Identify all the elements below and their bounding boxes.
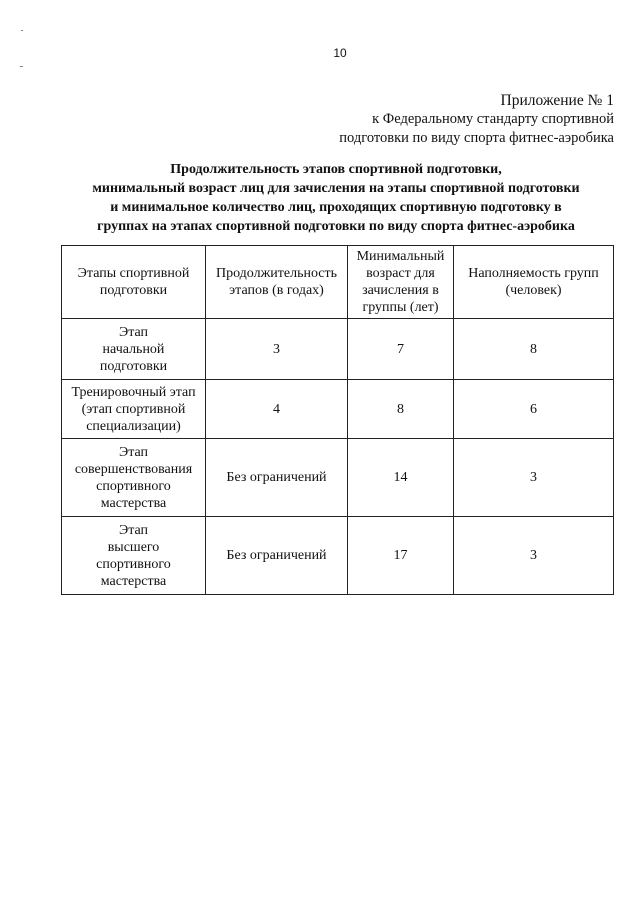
stage-text: спортивного [96, 556, 171, 572]
header-duration [206, 246, 348, 319]
header-text: зачисления в [362, 283, 439, 298]
title-line-3: и минимальное количество лиц, проходящих спортивную подготовку в [110, 200, 562, 215]
group-size-cell: 6 [454, 380, 614, 439]
table-row [62, 439, 614, 517]
table-header-row [62, 246, 614, 319]
scan-speck [21, 30, 23, 31]
stage-text: мастерства [100, 573, 167, 589]
scan-speck [20, 66, 23, 67]
header-text: Этапы спортивной [77, 266, 190, 281]
stage-cell [62, 439, 206, 517]
header-text: Минимальный [356, 249, 445, 264]
header-text: Продолжительность [215, 266, 338, 281]
header-stages [62, 246, 206, 319]
duration-cell: Без ограничений [206, 517, 348, 595]
table-row [62, 517, 614, 595]
header-min-age [348, 246, 454, 319]
title-line-2: минимальный возраст лиц для зачисления на этапы спортивной подготовки [92, 181, 580, 196]
stage-text: Тренировочный этап [71, 384, 196, 400]
table-row [62, 319, 614, 380]
group-size-cell: 3 [454, 517, 614, 595]
min-age-cell: 14 [348, 439, 454, 517]
stage-text: мастерства [100, 495, 167, 511]
document-title [56, 160, 616, 236]
min-age-cell: 8 [348, 380, 454, 439]
stage-text: совершенствования [74, 461, 193, 477]
appendix-line-1: Приложение № 1 [500, 92, 614, 109]
header-text: подготовки [99, 283, 168, 298]
stage-cell [62, 517, 206, 595]
stage-cell [62, 319, 206, 380]
duration-cell: Без ограничений [206, 439, 348, 517]
min-age-cell: 7 [348, 319, 454, 380]
header-text: возраст для [366, 266, 435, 281]
title-line-4: группах на этапах спортивной подготовки по виду спорта фитнес-аэробика [97, 219, 575, 234]
stage-text: начальной [102, 341, 165, 357]
duration-cell: 3 [206, 319, 348, 380]
header-text: этапов (в годах) [229, 283, 324, 298]
stage-text: спортивного [96, 478, 171, 494]
stage-text: (этап спортивной [81, 401, 186, 417]
stage-text: подготовки [99, 358, 168, 374]
stage-text: Этап [118, 444, 149, 460]
appendix-line-3: подготовки по виду спорта фитнес-аэробика [339, 130, 614, 146]
min-age-cell: 17 [348, 517, 454, 595]
stage-text: Этап [118, 522, 149, 538]
title-line-1: Продолжительность этапов спортивной подготовки, [170, 162, 502, 177]
stage-text: Этап [118, 324, 149, 340]
stage-cell [62, 380, 206, 439]
header-text: группы (лет) [362, 300, 439, 315]
group-size-cell: 8 [454, 319, 614, 380]
appendix-line-2: к Федеральному стандарту спортивной [372, 111, 614, 127]
header-group-size [454, 246, 614, 319]
appendix-header [339, 91, 614, 148]
stage-text: специализации) [86, 418, 181, 434]
header-text: (человек) [505, 283, 562, 298]
table-row [62, 380, 614, 439]
duration-cell: 4 [206, 380, 348, 439]
group-size-cell: 3 [454, 439, 614, 517]
header-text: Наполняемость групп [468, 266, 599, 281]
page-number: 10 [333, 46, 347, 60]
stages-table [61, 245, 614, 595]
stage-text: высшего [107, 539, 160, 555]
